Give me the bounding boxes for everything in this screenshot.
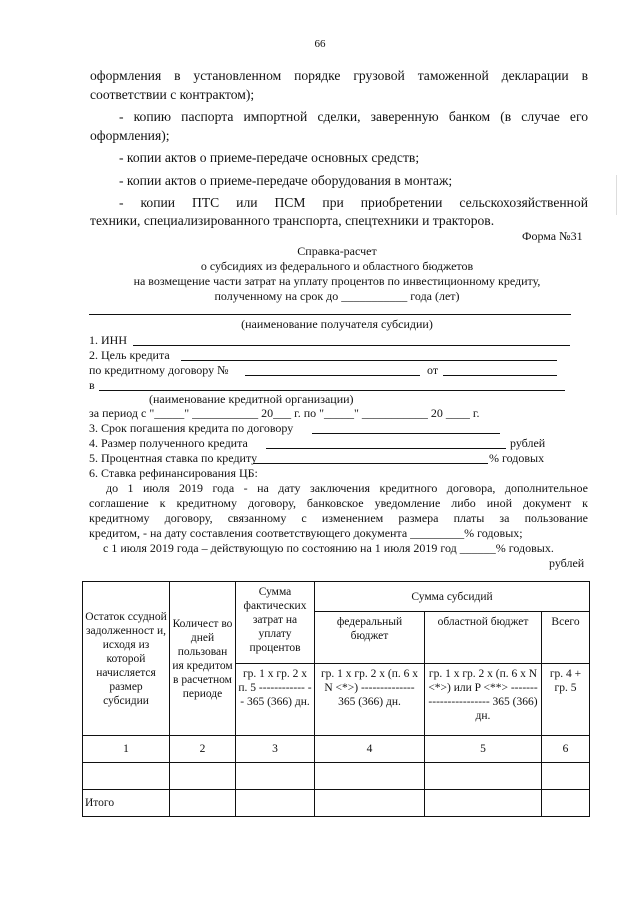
rate-unit: % годовых bbox=[489, 451, 545, 465]
text-line-2: соответствии с контрактом); bbox=[90, 87, 255, 102]
table-cell bbox=[542, 763, 590, 790]
col-number: 3 bbox=[236, 736, 315, 763]
text-line-1: оформления в установленном порядке грузовой таможенной декларации в bbox=[90, 68, 588, 83]
table-cell bbox=[542, 790, 590, 817]
field-term: 3. Срок погашения кредита по договору bbox=[89, 421, 294, 435]
title-line-4: полученному на срок до ___________ года (лет) bbox=[214, 289, 460, 303]
title-line-1: Справка-расчет bbox=[297, 244, 377, 258]
from-line bbox=[443, 375, 557, 376]
amount-line bbox=[266, 448, 506, 449]
title-line-2: о субсидиях из федерального и областного бюджетов bbox=[200, 259, 474, 273]
total-label: Итого bbox=[83, 790, 170, 817]
refinance-line-3: кредитному договору, связанному с изменением размера платы за пользование bbox=[89, 511, 588, 525]
text-line-5: - копии актов о приеме-передаче основных средств; bbox=[119, 150, 420, 165]
field-refinance: 6. Ставка рефинансирования ЦБ: bbox=[89, 466, 258, 480]
scan-mark bbox=[616, 175, 617, 215]
field-amount: 4. Размер полученного кредита bbox=[89, 436, 248, 450]
refinance-line-1: до 1 июля 2019 года - на дату заключения кредитного договора, дополнительное bbox=[106, 481, 588, 495]
col-number: 4 bbox=[315, 736, 425, 763]
field-in-bank: в bbox=[89, 378, 95, 392]
field-from: от bbox=[427, 363, 439, 377]
title-line-3: на возмещение части затрат на уплату процентов по инвестиционному кредиту, bbox=[133, 274, 541, 288]
amount-unit: рублей bbox=[510, 436, 546, 450]
formula-costs: гр. 1 x гр. 2 x п. 5 ------------ -- 365 (366) дн. bbox=[236, 664, 315, 736]
refinance-line-4: кредитом, - на дату составления соответствующего документа _________% годовых; bbox=[89, 526, 523, 540]
formula-total: гр. 4 + гр. 5 bbox=[542, 664, 590, 736]
col-number: 2 bbox=[170, 736, 236, 763]
page-number: 66 bbox=[314, 38, 326, 50]
term-line bbox=[312, 433, 500, 434]
table-cell bbox=[425, 790, 542, 817]
table-cell bbox=[170, 790, 236, 817]
header-days: Количест во дней пользован ия кредитом в расчетном периоде bbox=[170, 582, 236, 736]
refinance-line-5: с 1 июля 2019 года – действующую по состоянию на 1 июля 2019 год ______% годовых. bbox=[103, 541, 554, 555]
formula-regional: гр. 1 x гр. 2 x (п. 6 x N <*>) или P <**> ----------------------- 365 (366) дн. bbox=[425, 664, 542, 736]
purpose-line bbox=[181, 360, 557, 361]
table-row-total bbox=[83, 790, 590, 817]
table-cell bbox=[83, 763, 170, 790]
inn-line bbox=[133, 345, 570, 346]
table-row bbox=[83, 763, 590, 790]
header-subsidy-sum: Сумма субсидий bbox=[315, 582, 590, 612]
table-cell bbox=[236, 790, 315, 817]
text-line-6: - копии актов о приеме-передаче оборудования в монтаж; bbox=[119, 173, 453, 188]
bank-line bbox=[99, 390, 565, 391]
table-cell bbox=[315, 763, 425, 790]
header-total: Всего bbox=[542, 612, 590, 664]
recipient-caption: (наименование получателя субсидии) bbox=[241, 317, 433, 331]
table-cell bbox=[236, 763, 315, 790]
text-line-7: - копии ПТС или ПСМ при приобретении сельскохозяйственной bbox=[119, 195, 588, 210]
rate-line bbox=[253, 463, 488, 464]
text-line-4: оформления); bbox=[90, 128, 170, 143]
col-number: 1 bbox=[83, 736, 170, 763]
header-actual-costs: Сумма фактических затрат на уплату процентов bbox=[236, 582, 315, 664]
header-federal: федеральный бюджет bbox=[315, 612, 425, 664]
text-line-3: - копию паспорта импортной сделки, заверенную банком (в случае его bbox=[119, 109, 588, 124]
header-loan-balance: Остаток ссудной задолженност и, исходя из которой начисляется размер субсидии bbox=[83, 582, 170, 736]
field-purpose: 2. Цель кредита bbox=[89, 348, 170, 362]
bank-caption: (наименование кредитной организации) bbox=[149, 392, 354, 406]
refinance-line-2: соглашение к кредитному договору, банковское уведомление либо иной документ к bbox=[89, 496, 588, 510]
field-contract: по кредитному договору № bbox=[89, 363, 229, 377]
form-label: Форма №31 bbox=[522, 229, 583, 243]
table-cell bbox=[170, 763, 236, 790]
table-cell bbox=[425, 763, 542, 790]
field-rate: 5. Процентная ставка по кредиту bbox=[89, 451, 258, 465]
header-regional: областной бюджет bbox=[425, 612, 542, 664]
col-number: 6 bbox=[542, 736, 590, 763]
table-cell bbox=[315, 790, 425, 817]
recipient-line bbox=[89, 314, 571, 315]
field-period: за период с "_____" ___________ 20___ г. по "_____" ___________ 20 ____ г. bbox=[89, 406, 480, 420]
contract-line bbox=[245, 375, 420, 376]
text-line-8: техники, специализированного транспорта, спецтехники и тракторов. bbox=[90, 213, 495, 228]
subsidy-table bbox=[82, 581, 590, 817]
field-inn: 1. ИНН bbox=[89, 333, 127, 347]
formula-federal: гр. 1 x гр. 2 x (п. 6 x N <*>) -------------- 365 (366) дн. bbox=[315, 664, 425, 736]
col-number: 5 bbox=[425, 736, 542, 763]
currency-note: рублей bbox=[549, 556, 585, 570]
